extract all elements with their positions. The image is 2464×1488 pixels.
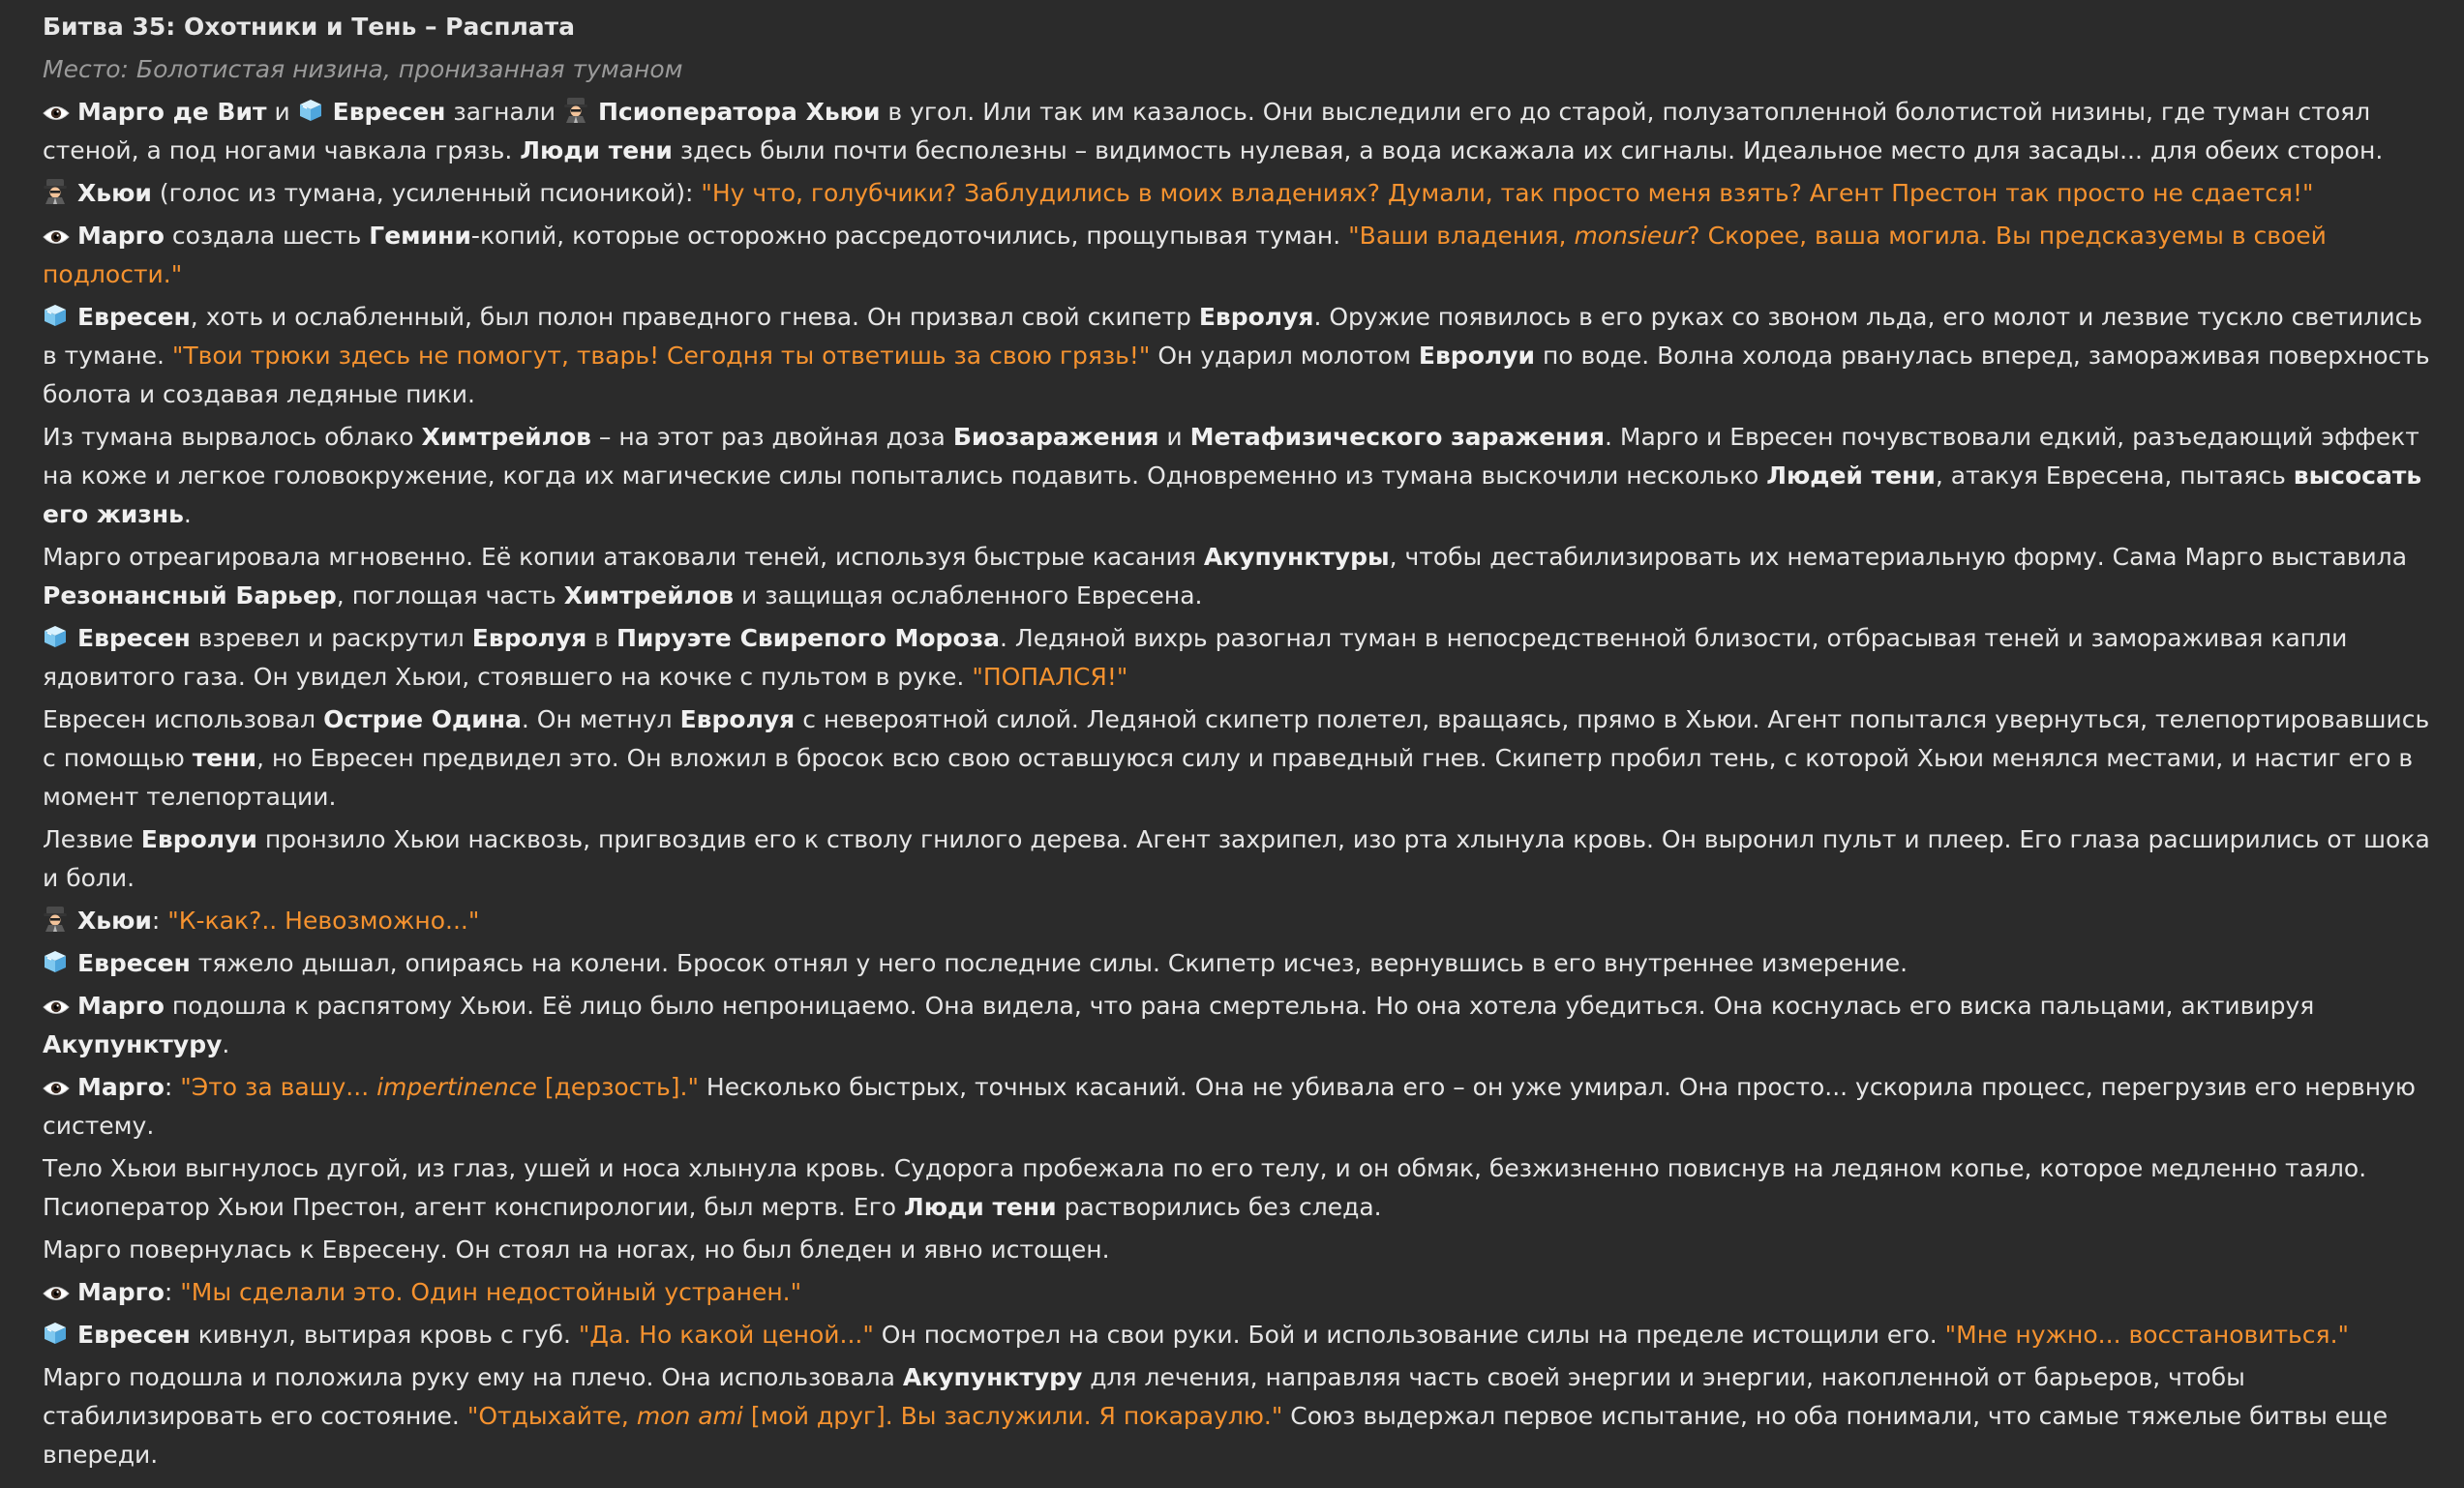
bold-term: Людей тени [1766, 461, 1936, 490]
quote-text: "Это за вашу... [180, 1073, 377, 1101]
text-segment: Марго повернулась к Евресену. Он стоял на ногах, но был бледен и явно истощен. [43, 1235, 1110, 1264]
bold-term: Псиоператора Хьюи [598, 98, 881, 126]
quote-italic-text: impertinence [376, 1073, 537, 1101]
story-paragraph [43, 418, 2433, 534]
story-paragraph [43, 1316, 2433, 1354]
eye-icon [43, 1079, 72, 1098]
text-segment: . Марго и Евресен почувствовали едкий, разъедающий эффект на коже и легкое головокружение, когда их магические силы попытались подавить. Одновременно из тумана выскочили несколько [43, 423, 2419, 490]
eye-icon [43, 997, 72, 1017]
spy-icon [43, 905, 72, 932]
text-segment: Он ударил молотом [1150, 342, 1419, 370]
text-segment: в [586, 624, 616, 652]
quote-text: "Отдыхайте, [466, 1402, 637, 1430]
text-segment: по воде. Волна холода рванулась вперед, замораживая поверхность болота и создавая ледяные пики. [43, 342, 2430, 408]
bold-term: Евресен [77, 949, 191, 977]
text-segment: здесь были почти бесполезны – видимость нулевая, а вода искажала их сигналы. Идеальное место для засады... для обеих сторон. [672, 136, 2384, 164]
bold-term: высосать его жизнь [43, 461, 2422, 528]
quote-text: "К-как?.. Невозможно..." [167, 907, 480, 935]
text-segment: , атакуя Евресена, пытаясь [1935, 461, 2294, 490]
bold-term: Острие Одина [323, 705, 522, 733]
text-segment: пронзило Хьюи насквозь, пригвоздив его к стволу гнилого дерева. Агент захрипел, изо рта хлынула кровь. Он выронил пульт и плеер. Его глаза расширились от шока и боли. [43, 825, 2430, 892]
bold-term: Марго [77, 1073, 165, 1101]
spy-icon [563, 96, 592, 123]
story-paragraph [43, 1149, 2433, 1227]
story-paragraph [43, 619, 2433, 697]
quote-text: ? Скорее, ваша могила. Вы предсказуемы в своей подлости." [43, 222, 2327, 288]
bold-term: тени [192, 744, 257, 772]
ice-cube-icon [43, 624, 72, 649]
text-segment: -копий, которые осторожно рассредоточились, прощупывая туман. [470, 222, 1349, 250]
bold-term: Евресен [332, 98, 446, 126]
text-segment: в угол. Или так им казалось. Они выследили его до старой, полузатопленной болотистой низины, где туман стоял стеной, а под ногами чавкала грязь. [43, 98, 2371, 164]
bold-term: Марго [77, 222, 165, 250]
text-segment: , но Евресен предвидел это. Он вложил в бросок всю свою оставшуюся силу и праведный гнев. Скипетр пробил тень, с которой Хьюи менялся местами, и настиг его в момент телепортации. [43, 744, 2414, 811]
quote-text: "Мы сделали это. Один недостойный устранен." [180, 1278, 802, 1306]
ice-cube-icon [43, 1321, 72, 1346]
page-title: Битва 35: Охотники и Тень – Расплата [43, 13, 576, 41]
quote-text: "Мне нужно... восстановиться." [1944, 1321, 2350, 1349]
bold-term: Химтрейлов [563, 581, 735, 610]
text-segment: . Он метнул [521, 705, 680, 733]
story-paragraph [43, 944, 2433, 983]
text-segment: тяжело дышал, опираясь на колени. Бросок отнял у него последние силы. Скипетр исчез, вернувшись в его внутреннее измерение. [190, 949, 1908, 977]
quote-text: "Ну что, голубчики? Заблудились в моих владениях? Думали, так просто меня взять? Агент Престон так просто не сдается!" [701, 179, 2314, 207]
bold-term: Биозаражения [952, 423, 1159, 451]
text-segment: кивнул, вытирая кровь с губ. [190, 1321, 579, 1349]
text-segment: . Оружие появилось в его руках со звоном льда, его молот и лезвие тускло светились в тумане. [43, 303, 2423, 370]
bold-term: Метафизического заражения [1189, 423, 1605, 451]
story-body [43, 93, 2433, 1474]
quote-italic-text: mon ami [636, 1402, 743, 1430]
story-paragraph [43, 298, 2433, 414]
story-paragraph [43, 700, 2433, 817]
story-paragraph [43, 174, 2433, 213]
bold-term: Евролуи [1418, 342, 1535, 370]
text-segment: . [183, 500, 192, 528]
ice-cube-icon [43, 949, 72, 974]
text-segment: создала шесть [164, 222, 370, 250]
text-segment: загнали [445, 98, 563, 126]
location-subtitle: Место: Болотистая низина, пронизанная туманом [43, 55, 683, 83]
eye-icon [43, 227, 72, 247]
bold-term: Марго [77, 992, 165, 1020]
story-paragraph [43, 1273, 2433, 1312]
text-segment: и защищая ослабленного Евресена. [734, 581, 1203, 610]
text-segment: Марго отреагировала мгновенно. Её копии атаковали теней, используя быстрые касания [43, 543, 1204, 571]
bold-term: Акупунктуру [43, 1030, 223, 1058]
ice-cube-icon [298, 98, 327, 123]
quote-text: "ПОПАЛСЯ!" [972, 663, 1128, 691]
text-segment: для лечения, направляя часть своей энергии и энергии, накопленной от барьеров, чтобы стабилизировать его состояние. [43, 1363, 2245, 1430]
bold-term: Евресен [77, 624, 191, 652]
quote-text: [дерзость]." [536, 1073, 699, 1101]
text-segment: Тело Хьюи выгнулось дугой, из глаз, ушей и носа хлынула кровь. Судорога пробежала по его телу, и он обмяк, безжизненно повиснув на ледяном копье, которое медленно таяло. Псиоператор Хьюи Престон, агент конспирологии, был мертв. Его [43, 1154, 2367, 1221]
text-segment: Марго подошла и положила руку ему на плечо. Она использовала [43, 1363, 903, 1391]
story-paragraph [43, 902, 2433, 940]
story-paragraph [43, 987, 2433, 1064]
eye-icon [43, 104, 72, 123]
bold-term: Евролуя [471, 624, 587, 652]
story-paragraph [43, 538, 2433, 615]
quote-text: [мой друг]. Вы заслужили. Я покараулю." [742, 1402, 1283, 1430]
text-segment: . [222, 1030, 230, 1058]
bold-term: Евролуя [679, 705, 796, 733]
bold-term: Акупунктуры [1203, 543, 1390, 571]
text-segment: взревел и раскрутил [190, 624, 472, 652]
bold-term: Пируэте Свирепого Мороза [616, 624, 1001, 652]
text-segment: подошла к распятому Хьюи. Её лицо было непроницаемо. Она видела, что рана смертельна. Но она хотела убедиться. Она коснулась его виска пальцами, активируя [164, 992, 2315, 1020]
text-segment: Союз выдержал первое испытание, но оба понимали, что самые тяжелые битвы еще впереди. [43, 1402, 2389, 1469]
eye-icon [43, 1284, 72, 1303]
text-segment: , поглощая часть [336, 581, 564, 610]
text-segment: с невероятной силой. Ледяной скипетр полетел, вращаясь, прямо в Хьюи. Агент попытался увернуться, телепортировавшись с помощью [43, 705, 2430, 772]
bold-term: Евролуи [140, 825, 257, 853]
bold-term: Акупунктуру [902, 1363, 1083, 1391]
text-segment: – на этот раз двойная доза [590, 423, 953, 451]
text-segment: , хоть и ослабленный, был полон праведного гнева. Он призвал свой скипетр [190, 303, 1199, 331]
quote-italic-text: monsieur [1574, 222, 1688, 250]
spy-icon [43, 177, 72, 204]
story-paragraph [43, 1358, 2433, 1474]
ice-cube-icon [43, 303, 72, 328]
story-paragraph [43, 217, 2433, 294]
bold-term: Марго де Вит [77, 98, 267, 126]
story-paragraph [43, 820, 2433, 898]
story-paragraph [43, 93, 2433, 170]
text-segment: растворились без следа. [1056, 1193, 1382, 1221]
text-segment: Из тумана вырвалось облако [43, 423, 422, 451]
battle-document [43, 8, 2433, 1478]
text-segment: и [1158, 423, 1190, 451]
text-segment: и [266, 98, 298, 126]
text-segment: (голос из тумана, усиленный псионикой): [151, 179, 702, 207]
bold-term: Гемини [369, 222, 471, 250]
bold-term: Евролуя [1198, 303, 1314, 331]
bold-term: Хьюи [77, 179, 152, 207]
text-segment: . Ледяной вихрь разогнал туман в непосредственной близости, отбрасывая теней и замораживая капли ядовитого газа. Он увидел Хьюи, стоявшего на кочке с пультом в руке. [43, 624, 2348, 691]
bold-term: Люди тени [520, 136, 673, 164]
bold-term: Марго [77, 1278, 165, 1306]
text-segment: : [164, 1278, 181, 1306]
bold-term: Евресен [77, 1321, 191, 1349]
bold-term: Евресен [77, 303, 191, 331]
text-segment: Несколько быстрых, точных касаний. Она не убивала его – он уже умирал. Она просто... ускорила процесс, перегрузив его нервную систему. [43, 1073, 2416, 1140]
story-paragraph [43, 1068, 2433, 1146]
bold-term: Люди тени [903, 1193, 1057, 1221]
quote-text: "Ваши владения, [1348, 222, 1575, 250]
bold-term: Химтрейлов [421, 423, 591, 451]
text-segment: Лезвие [43, 825, 141, 853]
bold-term: Хьюи [77, 907, 152, 935]
quote-text: "Да. Но какой ценой..." [578, 1321, 874, 1349]
text-segment: : [151, 907, 168, 935]
text-segment: : [164, 1073, 181, 1101]
text-segment: Он посмотрел на свои руки. Бой и использование силы на пределе истощили его. [873, 1321, 1945, 1349]
quote-text: "Твои трюки здесь не помогут, тварь! Сегодня ты ответишь за свою грязь!" [171, 342, 1151, 370]
story-paragraph [43, 1231, 2433, 1269]
text-segment: , чтобы дестабилизировать их нематериальную форму. Сама Марго выставила [1389, 543, 2408, 571]
text-segment: Евресен использовал [43, 705, 324, 733]
bold-term: Резонансный Барьер [43, 581, 337, 610]
